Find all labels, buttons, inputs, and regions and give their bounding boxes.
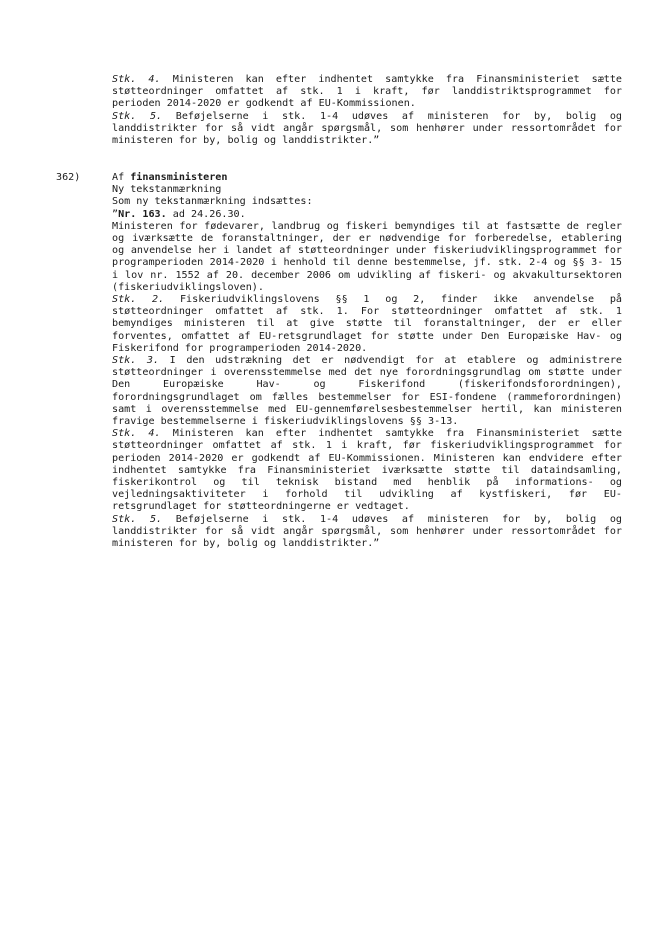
paragraph-text: I den udstrækning det er nødvendigt for at etablere og administrere støtteordninger i overensstemmelse med det nye forordningsgrundlag om støtte under Den Europæiske Hav- og Fiskerifond (fiskerifondsforordningen), forordningsgrundlaget om fælles bestemmelser for ESI-fondene (rammeforordningen) samt i overensstemmelse med EU-gennemførelsesbestemmelser hertil, kan ministeren fravige bestemmelserne i fiskeriudviklingslovens §§ 3-13. [112, 355, 623, 428]
continued-section [112, 74, 622, 147]
paragraph-stk-1 [112, 221, 622, 294]
stk-label: Stk. 5. [112, 513, 163, 525]
paragraph-stk-4 [112, 74, 622, 111]
paragraph-text: Beføjelserne i stk. 1-4 udøves af ministeren for by, bolig og landdistrikter for så vidt angår spørgsmål, som henhører under ressortområdet for ministeren for by, bolig og landdistrikter.” [112, 513, 623, 550]
stk-label: Stk. 3. [112, 355, 160, 367]
proposer-line: Af finansministeren [112, 172, 228, 183]
item-number: 362) [56, 172, 81, 183]
paragraph-stk-3 [112, 355, 622, 428]
amendment-item [112, 172, 622, 550]
paragraph-stk-4 [112, 428, 622, 513]
stk-label: Stk. 5. [112, 110, 163, 122]
subheading: Ny tekstanmærkning [112, 184, 222, 196]
paragraph-text: Fiskeriudviklingslovens §§ 1 og 2, finder ikke anvendelse på støtteordninger omfattet af stk. 1. For støtteordninger omfattet af stk. 1 bemyndiges ministeren til at give støtte til foranstaltninger, der er eller forventes, omfattet af EU-retsgrundlaget for støtte under Den Europæiske Hav- og Fiskerifond for programperioden 2014-2020. [112, 294, 623, 354]
paragraph-text: Ministeren kan efter indhentet samtykke fra Finansministeriet sætte støtteordninger omfattet af stk. 1 i kraft, før fiskeriudviklingsprogrammet for perioden 2014-2020 er godkendt af EU-Kommissionen. Ministeren kan endvidere efter indhentet samtykke fra Finansministeriet iværksætte støtte til dataindsamling, fiskerikontrol og til teknisk bistand med henblik på informations- og vejledningsaktiviteter i forhold til udvikling af kystfiskeri, før EU-retsgrundlaget for støtteordningerne er vedtaget. [112, 428, 623, 513]
stk-label: Stk. 4. [112, 428, 161, 440]
ministry-name: finansministeren [130, 172, 228, 183]
paragraph-stk-5 [112, 514, 622, 551]
instruction-line: Som ny tekstanmærkning indsættes: [112, 196, 313, 208]
stk-label: Stk. 4. [112, 74, 161, 85]
paragraph-stk-2 [112, 294, 622, 355]
note-number-line: ”Nr. 163. ad 24.26.30. [112, 208, 246, 220]
stk-label: Stk. 2. [112, 294, 165, 306]
paragraph-stk-5 [112, 111, 622, 148]
paragraph-text: Ministeren for fødevarer, landbrug og fiskeri bemyndiges til at fastsætte de regler og iværksætte de foranstaltninger, der er nødvendige for forberedelse, etablering og anvendelse her i landet af støtteordninger under fiskeriudviklingsprogrammet for programperioden 2014-2020 i henhold til denne bestemmelse, jf. stk. 2-4 og §§ 3- 15 i lov nr. 1552 af 20. december 2006 om udvikling af fiskeri- og akvakultursektoren (fiskeriudviklingsloven). [112, 220, 622, 293]
note-number: Nr. 163. [118, 208, 167, 220]
paragraph-text: Beføjelserne i stk. 1-4 udøves af ministeren for by, bolig og landdistrikter for så vidt angår spørgsmål, som henhører under ressortområdet for ministeren for by, bolig og landdistrikter.” [112, 110, 623, 147]
paragraph-text: Ministeren kan efter indhentet samtykke fra Finansministeriet sætte støtteordninger omfattet af stk. 1 i kraft, før landdistriktsprogrammet for perioden 2014-2020 er godkendt af EU-Kommissionen. [112, 74, 623, 110]
